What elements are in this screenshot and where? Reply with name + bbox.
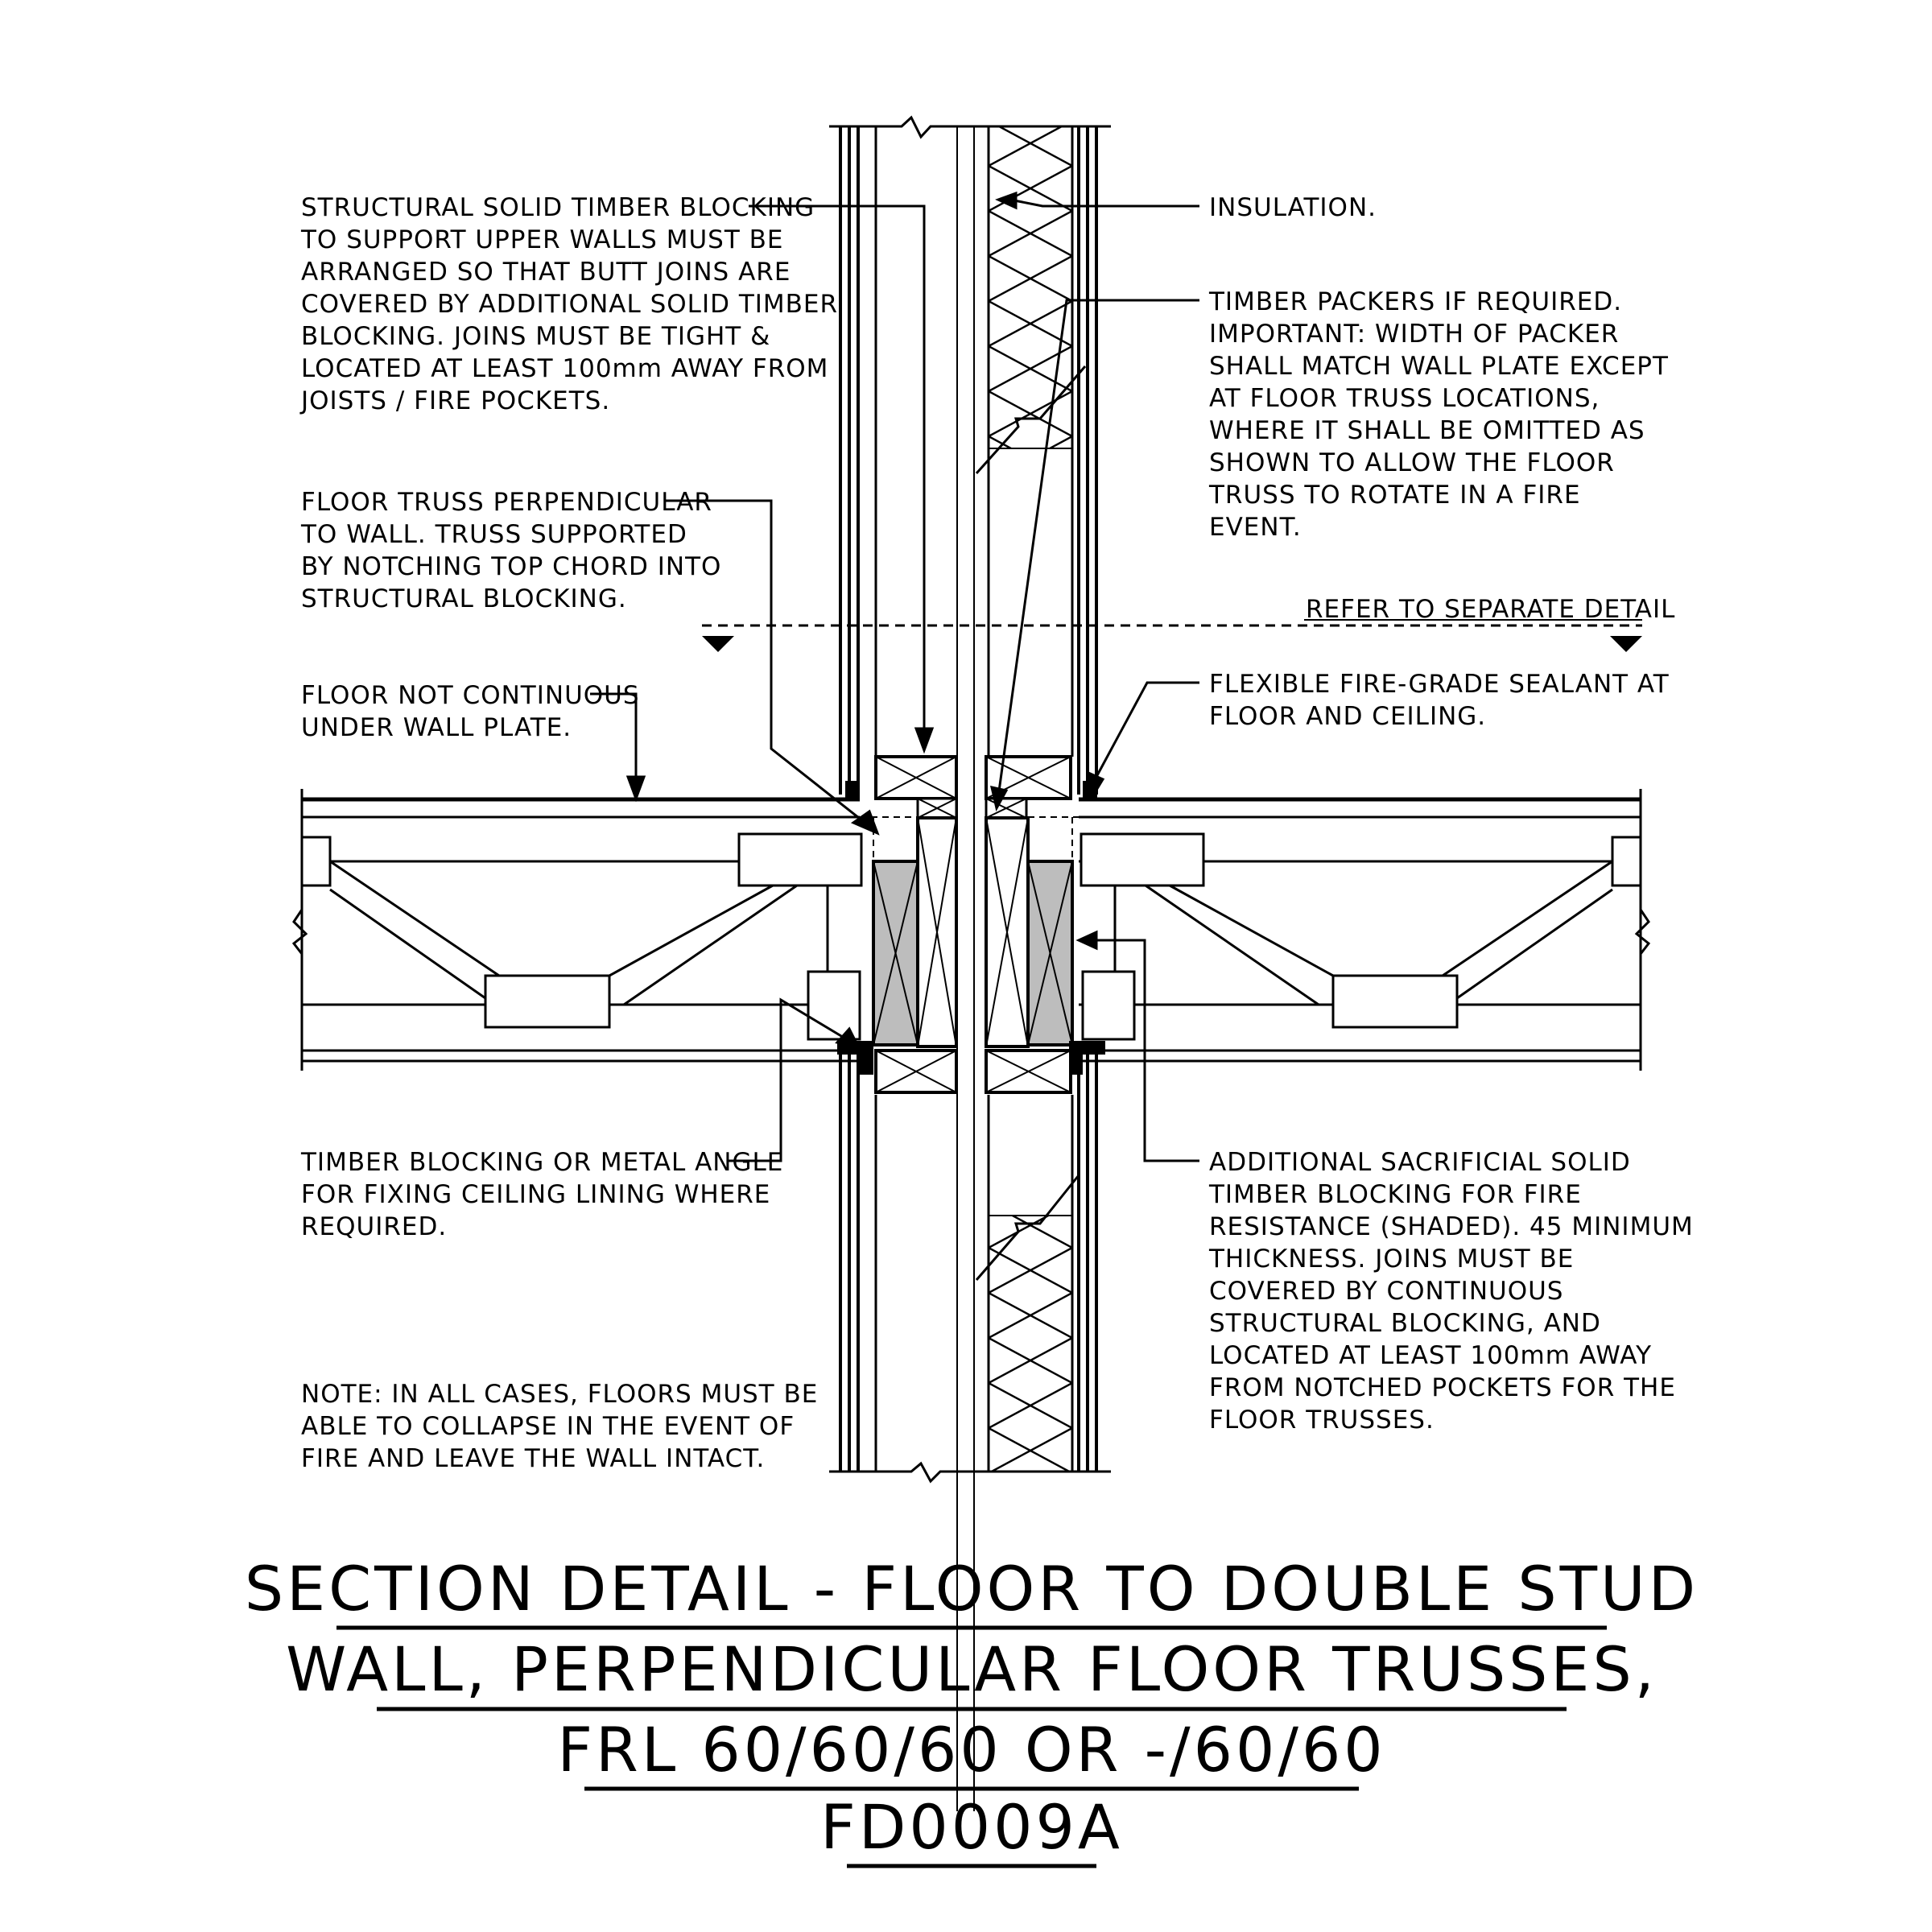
- floor-left: [294, 789, 861, 1071]
- note-sacrificial-blocking: ADDITIONAL SACRIFICIAL SOLID TIMBER BLOCKING FOR FIRE RESISTANCE (SHADED). 45 MINIMUM THICKNESS. JOINS MUST BE COVERED BY CONTINUOUS STRUCTURAL BLOCKING, AND LOCATED AT LEAST 100mm AWAY FROM NOTCHED POCKETS FOR THE FLOOR TRUSSES.: [1209, 1148, 1694, 1435]
- lower-wall: [829, 1055, 1111, 1481]
- title-block: [245, 1553, 1699, 1866]
- insulation-upper: [989, 126, 1072, 448]
- section-cut-line: [702, 620, 1642, 652]
- note-timber-blocking-angle: TIMBER BLOCKING OR METAL ANGLE FOR FIXING CEILING LINING WHERE REQUIRED.: [301, 1148, 784, 1241]
- note-floor-truss: FLOOR TRUSS PERPENDICULAR TO WALL. TRUSS SUPPORTED BY NOTCHING TOP CHORD INTO STRUCTURAL BLOCKING.: [301, 488, 722, 613]
- drawing-code: FD0009A: [820, 1791, 1123, 1863]
- insulation-lower: [989, 1216, 1072, 1472]
- blocking-right: [986, 757, 1105, 1092]
- note-structural-blocking: STRUCTURAL SOLID TIMBER BLOCKING TO SUPPORT UPPER WALLS MUST BE ARRANGED SO THAT BUTT JOINS ARE COVERED BY ADDITIONAL SOLID TIMBER BLOCKING. JOINS MUST BE TIGHT & LOCATED AT LEAST 100mm AWAY FROM JOISTS / FIRE POCKETS.: [301, 193, 839, 415]
- note-timber-packers: TIMBER PACKERS IF REQUIRED. IMPORTANT: WIDTH OF PACKER SHALL MATCH WALL PLATE EXCEPT AT FLOOR TRUSS LOCATIONS, WHERE IT SHALL BE OMITTED AS SHOWN TO ALLOW THE FLOOR TRUSS TO ROTATE IN A FIRE EVENT.: [1209, 287, 1669, 542]
- title-line-3: FRL 60/60/60 OR -/60/60: [557, 1714, 1386, 1785]
- title-line-1: SECTION DETAIL - FLOOR TO DOUBLE STUD: [244, 1553, 1699, 1624]
- note-floor-not-continuous: FLOOR NOT CONTINUOUS UNDER WALL PLATE.: [301, 681, 640, 742]
- title-line-2: WALL, PERPENDICULAR FLOOR TRUSSES,: [286, 1633, 1657, 1705]
- floor-right: [1079, 789, 1649, 1071]
- note-all-cases: NOTE: IN ALL CASES, FLOORS MUST BE ABLE TO COLLAPSE IN THE EVENT OF FIRE AND LEAVE THE WALL INTACT.: [301, 1380, 819, 1473]
- note-sealant: FLEXIBLE FIRE-GRADE SEALANT AT FLOOR AND CEILING.: [1209, 670, 1670, 731]
- note-refer-separate-detail: REFER TO SEPARATE DETAIL: [1306, 595, 1676, 624]
- note-insulation: INSULATION.: [1209, 193, 1377, 222]
